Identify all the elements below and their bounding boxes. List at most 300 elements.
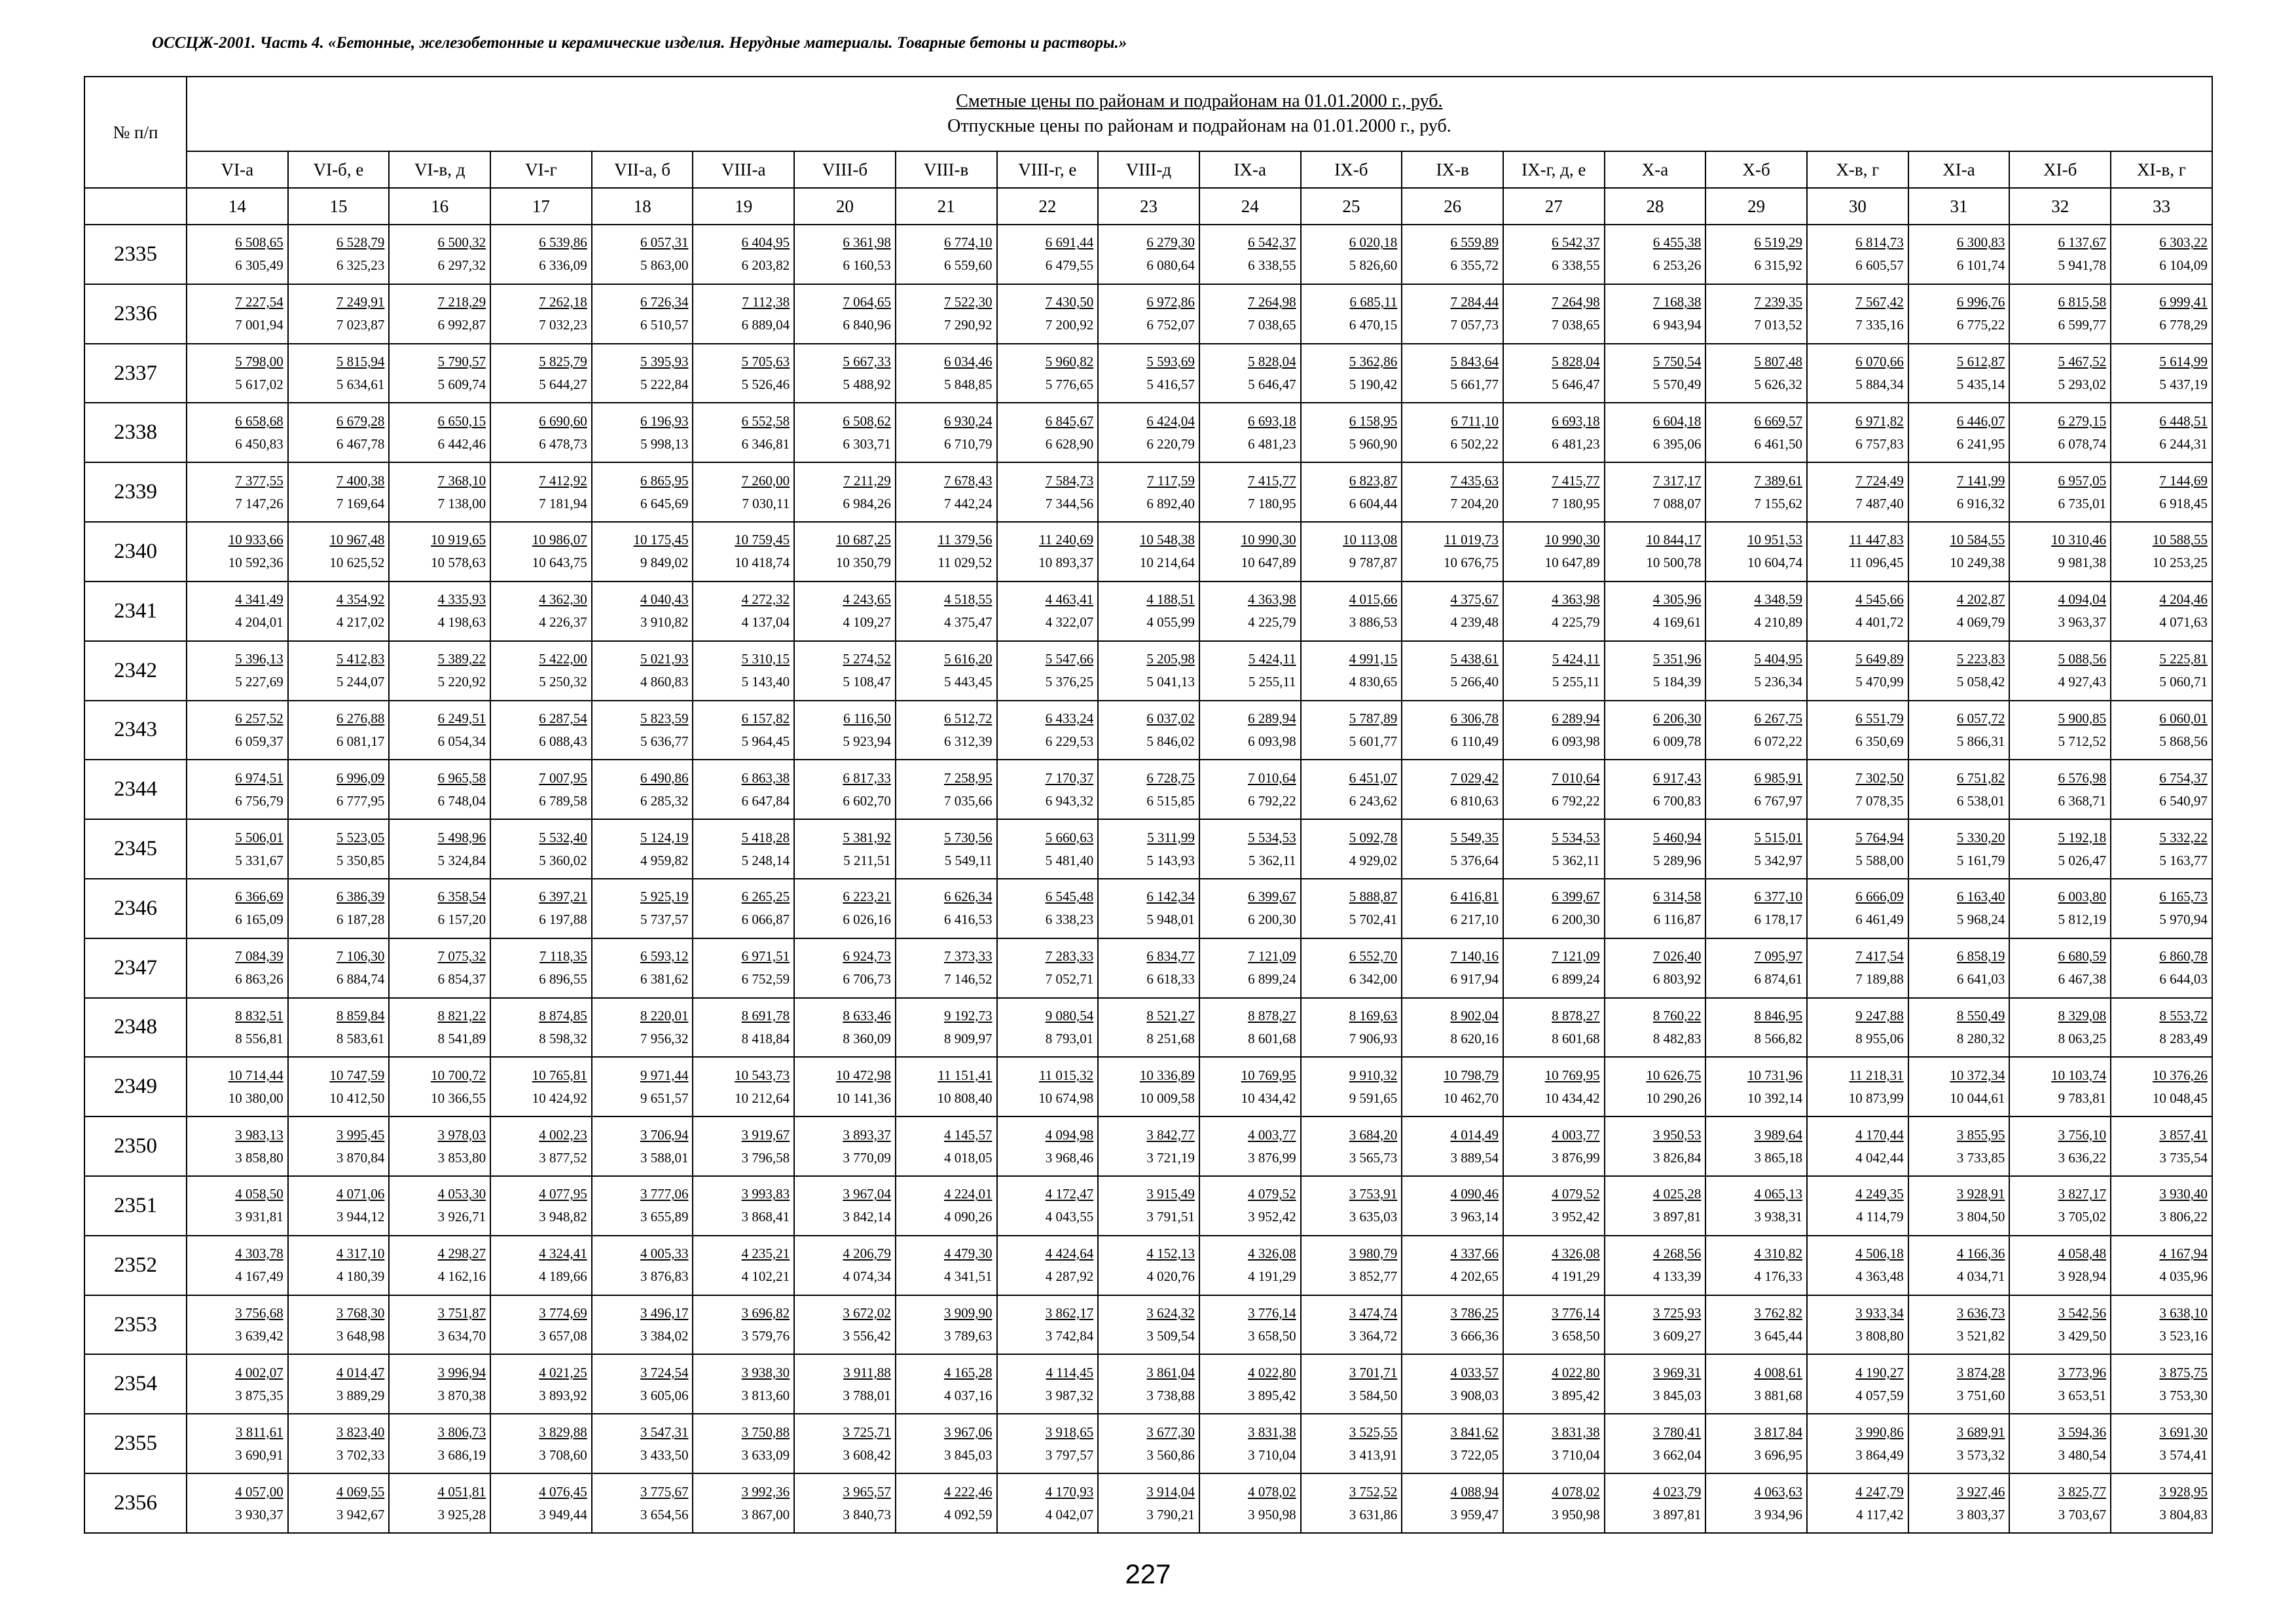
- release-price: 3 876,83: [640, 1268, 689, 1285]
- estimate-price: 7 412,92: [539, 472, 587, 489]
- estimate-price: 3 993,83: [741, 1186, 790, 1202]
- estimate-price: 6 249,51: [437, 710, 486, 726]
- estimate-price: 8 521,27: [1146, 1007, 1195, 1024]
- estimate-price: 6 165,73: [2159, 889, 2208, 905]
- price-cell: [288, 1176, 390, 1236]
- price-cell: [1605, 284, 1706, 344]
- price-cell: [1807, 1116, 1908, 1176]
- price-cell: [1301, 403, 1402, 462]
- price-cell: [1301, 819, 1402, 879]
- price-cell: [896, 344, 997, 403]
- table-row: [84, 403, 2212, 462]
- release-price: 8 598,32: [539, 1030, 587, 1046]
- estimate-price: 5 424,11: [1248, 651, 1296, 667]
- table-row: [84, 1116, 2212, 1176]
- release-price: 7 204,20: [1450, 495, 1499, 511]
- price-cell: [2009, 1473, 2111, 1533]
- estimate-price: 4 058,48: [2058, 1246, 2107, 1262]
- release-price: 3 654,56: [640, 1506, 689, 1522]
- estimate-price: 3 875,75: [2159, 1364, 2208, 1380]
- table-row: [84, 522, 2212, 581]
- estimate-price: 7 029,42: [1450, 769, 1499, 786]
- release-price: 3 657,08: [539, 1328, 587, 1344]
- price-cell: [1807, 284, 1908, 344]
- release-price: 6 863,26: [235, 971, 283, 987]
- estimate-price: 4 053,30: [437, 1186, 486, 1202]
- release-price: 10 674,98: [1038, 1090, 1094, 1106]
- price-cell: [1908, 403, 2010, 462]
- price-cell: [187, 641, 288, 701]
- estimate-price: 3 624,32: [1146, 1305, 1195, 1321]
- release-price: 10 290,26: [1646, 1090, 1702, 1106]
- estimate-price: 10 376,26: [2152, 1067, 2208, 1083]
- release-price: 8 601,68: [1552, 1030, 1600, 1046]
- column-number: 33: [2111, 188, 2212, 225]
- estimate-price: 3 542,56: [2058, 1305, 2107, 1321]
- release-price: 8 620,16: [1450, 1030, 1499, 1046]
- price-cell: [1301, 1116, 1402, 1176]
- estimate-price: 10 990,30: [1544, 532, 1600, 548]
- estimate-price: 4 303,78: [235, 1246, 283, 1262]
- price-cell: [2111, 522, 2212, 581]
- price-cell: [1098, 938, 1199, 998]
- estimate-price: 7 678,43: [944, 472, 993, 489]
- price-cell: [794, 1236, 896, 1295]
- release-price: 3 480,54: [2058, 1447, 2107, 1463]
- estimate-price: 3 547,31: [640, 1424, 689, 1440]
- estimate-price: 4 326,08: [1552, 1246, 1600, 1262]
- estimate-price: 8 329,08: [2058, 1007, 2107, 1024]
- price-cell: [1199, 1414, 1301, 1473]
- estimate-price: 4 222,46: [944, 1483, 993, 1500]
- price-cell: [1705, 701, 1807, 760]
- release-price: 7 180,95: [1552, 495, 1600, 511]
- price-cell: [1402, 938, 1503, 998]
- estimate-price: 6 679,28: [336, 413, 385, 429]
- price-cell: [2009, 522, 2111, 581]
- release-price: 3 853,80: [437, 1149, 486, 1166]
- column-number: 27: [1503, 188, 1605, 225]
- price-cell: [2111, 701, 2212, 760]
- price-cell: [1705, 581, 1807, 641]
- price-cell: [1199, 581, 1301, 641]
- release-price: 7 290,92: [944, 317, 993, 333]
- price-cell: [1605, 819, 1706, 879]
- price-cell: [1199, 819, 1301, 879]
- estimate-price: 6 287,54: [539, 710, 587, 726]
- estimate-price: 5 612,87: [1956, 354, 2005, 370]
- release-price: 3 413,91: [1349, 1447, 1398, 1463]
- estimate-price: 7 430,50: [1045, 294, 1094, 310]
- release-price: 3 950,98: [1248, 1506, 1296, 1522]
- price-cell: [490, 1473, 592, 1533]
- price-cell: [794, 938, 896, 998]
- price-cell: [997, 403, 1099, 462]
- release-price: 3 895,42: [1248, 1387, 1296, 1403]
- release-price: 3 560,86: [1146, 1447, 1195, 1463]
- column-number: 18: [592, 188, 693, 225]
- price-cell: [592, 701, 693, 760]
- release-price: 4 375,47: [944, 614, 993, 631]
- release-price: 10 462,70: [1443, 1090, 1499, 1106]
- estimate-price: 5 787,89: [1349, 710, 1398, 726]
- estimate-price: 3 933,34: [1855, 1305, 1904, 1321]
- price-cell: [1199, 1295, 1301, 1355]
- release-price: 6 767,97: [1754, 792, 1802, 809]
- release-price: 5 941,78: [2058, 257, 2107, 274]
- release-price: 3 895,42: [1552, 1387, 1600, 1403]
- release-price: 7 023,87: [336, 317, 385, 333]
- column-number-row: [84, 188, 2212, 225]
- estimate-price: 3 786,25: [1450, 1305, 1499, 1321]
- estimate-price: 3 842,77: [1146, 1126, 1195, 1143]
- release-price: 5 998,13: [640, 435, 689, 452]
- release-price: 6 093,98: [1248, 733, 1296, 749]
- release-price: 5 923,94: [843, 733, 891, 749]
- estimate-price: 5 223,83: [1956, 651, 2005, 667]
- price-cell: [187, 1354, 288, 1414]
- estimate-price: 6 542,37: [1552, 234, 1600, 251]
- release-price: 5 712,52: [2058, 733, 2107, 749]
- price-cell: [1402, 1473, 1503, 1533]
- estimate-price: 10 933,66: [228, 532, 283, 548]
- release-price: 4 037,16: [944, 1387, 993, 1403]
- release-price: 6 538,01: [1956, 792, 2005, 809]
- table-row: [84, 819, 2212, 879]
- release-price: 4 191,29: [1552, 1268, 1600, 1285]
- release-price: 3 925,28: [437, 1506, 486, 1522]
- release-price: 3 870,84: [336, 1149, 385, 1166]
- estimate-price: 3 696,82: [741, 1305, 790, 1321]
- column-number-blank: [84, 188, 187, 225]
- estimate-price: 6 223,21: [843, 889, 891, 905]
- estimate-price: 6 257,52: [235, 710, 283, 726]
- price-cell: [1503, 581, 1605, 641]
- release-price: 7 032,23: [539, 317, 587, 333]
- estimate-price: 6 528,79: [336, 234, 385, 251]
- price-cell: [1908, 462, 2010, 522]
- price-cell: [1605, 1295, 1706, 1355]
- release-price: 10 625,52: [329, 555, 385, 571]
- release-price: 3 523,16: [2159, 1328, 2208, 1344]
- price-cell: [1301, 760, 1402, 819]
- estimate-price: 5 225,81: [2159, 651, 2208, 667]
- price-cell: [1199, 1473, 1301, 1533]
- estimate-price: 3 831,38: [1552, 1424, 1600, 1440]
- release-price: 3 579,76: [741, 1328, 790, 1344]
- estimate-price: 6 751,82: [1956, 769, 2005, 786]
- price-cell: [1705, 1354, 1807, 1414]
- estimate-price: 4 190,27: [1855, 1364, 1904, 1380]
- estimate-price: 3 857,41: [2159, 1126, 2208, 1143]
- estimate-price: 3 825,77: [2058, 1483, 2107, 1500]
- estimate-price: 6 845,67: [1045, 413, 1094, 429]
- price-cell: [187, 938, 288, 998]
- price-cell: [187, 760, 288, 819]
- release-price: 5 868,56: [2159, 733, 2208, 749]
- release-price: 6 700,83: [1652, 792, 1702, 809]
- price-cell: [1098, 284, 1199, 344]
- release-price: 6 088,43: [539, 733, 587, 749]
- release-price: 6 884,74: [336, 971, 385, 987]
- release-price: 5 342,97: [1754, 852, 1802, 868]
- release-price: 7 147,26: [235, 495, 283, 511]
- price-cell: [1807, 581, 1908, 641]
- release-price: 3 867,00: [741, 1506, 790, 1522]
- price-cell: [1199, 879, 1301, 938]
- estimate-price: 4 025,28: [1652, 1186, 1702, 1202]
- price-cell: [1199, 1176, 1301, 1236]
- release-price: 6 752,07: [1146, 317, 1195, 333]
- estimate-price: 4 337,66: [1450, 1246, 1499, 1262]
- estimate-price: 10 844,17: [1646, 532, 1702, 548]
- estimate-price: 6 814,73: [1855, 234, 1904, 251]
- table-row: [84, 760, 2212, 819]
- release-price: 7 335,16: [1855, 317, 1904, 333]
- column-number: 17: [490, 188, 592, 225]
- release-price: 4 830,65: [1349, 674, 1398, 690]
- estimate-price: 4 078,02: [1552, 1483, 1600, 1500]
- estimate-price: 4 362,30: [539, 591, 587, 608]
- price-cell: [389, 344, 490, 403]
- price-cell: [2009, 1295, 2111, 1355]
- price-cell: [288, 760, 390, 819]
- estimate-price: 4 235,21: [741, 1246, 790, 1262]
- price-cell: [1402, 819, 1503, 879]
- release-price: 6 641,03: [1956, 971, 2005, 987]
- release-price: 4 180,39: [336, 1268, 385, 1285]
- release-price: 3 574,41: [2159, 1447, 2208, 1463]
- price-cell: [693, 1236, 794, 1295]
- release-price: 6 368,71: [2058, 792, 2107, 809]
- release-price: 5 244,07: [336, 674, 385, 690]
- estimate-price: 8 691,78: [741, 1007, 790, 1024]
- price-cell: [1807, 819, 1908, 879]
- page-number: 227: [1125, 1559, 1171, 1589]
- estimate-price: 3 927,46: [1956, 1483, 2005, 1500]
- release-price: 3 968,46: [1045, 1149, 1094, 1166]
- release-price: 6 217,10: [1450, 912, 1499, 928]
- region-header: XI-б: [2009, 151, 2111, 188]
- price-cell: [693, 1116, 794, 1176]
- price-cell: [389, 938, 490, 998]
- estimate-price: 4 348,59: [1754, 591, 1802, 608]
- price-cell: [794, 1354, 896, 1414]
- release-price: 5 646,47: [1248, 377, 1296, 393]
- release-price: 6 735,01: [2058, 495, 2107, 511]
- price-cell: [794, 1116, 896, 1176]
- price-cell: [2009, 1057, 2111, 1116]
- price-cell: [997, 1057, 1099, 1116]
- row-number: 2353: [84, 1295, 187, 1355]
- price-cell: [288, 1057, 390, 1116]
- release-price: 3 950,98: [1552, 1506, 1600, 1522]
- price-cell: [389, 1354, 490, 1414]
- price-cell: [693, 1414, 794, 1473]
- price-cell: [1301, 1057, 1402, 1116]
- release-price: 6 305,49: [235, 257, 283, 274]
- price-cell: [1503, 522, 1605, 581]
- price-cell: [2111, 1414, 2212, 1473]
- price-cell: [997, 879, 1099, 938]
- price-cell: [1402, 1414, 1503, 1473]
- release-price: 6 918,45: [2159, 495, 2208, 511]
- price-cell: [1807, 1236, 1908, 1295]
- release-price: 7 030,11: [742, 495, 790, 511]
- estimate-price: 3 861,04: [1146, 1364, 1195, 1380]
- release-price: 7 200,92: [1045, 317, 1094, 333]
- price-cell: [794, 344, 896, 403]
- estimate-price: 4 076,45: [539, 1483, 587, 1500]
- estimate-price: 10 113,08: [1343, 532, 1398, 548]
- release-price: 5 376,25: [1045, 674, 1094, 690]
- table-row: [84, 344, 2212, 403]
- release-price: 5 266,40: [1450, 674, 1499, 690]
- release-price: 4 191,29: [1248, 1268, 1296, 1285]
- release-price: 5 848,85: [944, 377, 993, 393]
- price-cell: [1807, 403, 1908, 462]
- estimate-price: 3 827,17: [2058, 1186, 2107, 1202]
- price-cell: [187, 1414, 288, 1473]
- column-number: 22: [997, 188, 1099, 225]
- price-cell: [592, 879, 693, 938]
- region-header: IX-а: [1199, 151, 1301, 188]
- estimate-price: 3 995,45: [336, 1126, 385, 1143]
- price-cell: [1503, 1414, 1605, 1473]
- release-price: 3 963,14: [1450, 1209, 1499, 1225]
- estimate-price: 5 311,99: [1147, 829, 1195, 845]
- estimate-price: 8 550,49: [1956, 1007, 2005, 1024]
- estimate-price: 3 829,88: [539, 1424, 587, 1440]
- price-cell: [2111, 1354, 2212, 1414]
- price-cell: [389, 701, 490, 760]
- column-number: 23: [1098, 188, 1199, 225]
- price-cell: [592, 1473, 693, 1533]
- price-cell: [2111, 1295, 2212, 1355]
- price-cell: [896, 403, 997, 462]
- estimate-price: 8 169,63: [1349, 1007, 1398, 1024]
- price-cell: [1705, 879, 1807, 938]
- price-cell: [693, 284, 794, 344]
- estimate-price: 4 008,61: [1754, 1364, 1802, 1380]
- price-cell: [1705, 462, 1807, 522]
- table-row: [84, 1057, 2212, 1116]
- estimate-price: 11 019,73: [1444, 532, 1499, 548]
- release-price: 3 364,72: [1349, 1328, 1398, 1344]
- price-cell: [1402, 879, 1503, 938]
- price-cell: [1705, 1236, 1807, 1295]
- estimate-price: 7 121,09: [1248, 948, 1296, 965]
- price-cell: [997, 1116, 1099, 1176]
- price-cell: [1199, 938, 1301, 998]
- price-cell: [187, 1176, 288, 1236]
- estimate-price: 4 326,08: [1248, 1246, 1296, 1262]
- estimate-price: 6 626,34: [944, 889, 993, 905]
- region-header: X-б: [1705, 151, 1807, 188]
- release-price: 3 639,42: [235, 1328, 283, 1344]
- price-cell: [896, 581, 997, 641]
- estimate-price: 8 902,04: [1450, 1007, 1499, 1024]
- release-price: 3 897,81: [1652, 1506, 1702, 1522]
- estimate-price: 4 090,46: [1450, 1186, 1499, 1202]
- release-price: 6 628,90: [1045, 435, 1094, 452]
- estimate-price: 10 919,65: [431, 532, 486, 548]
- price-cell: [592, 462, 693, 522]
- estimate-price: 3 915,49: [1146, 1186, 1195, 1202]
- price-cell: [794, 1057, 896, 1116]
- price-cell: [2009, 760, 2111, 819]
- release-price: 3 751,60: [1956, 1387, 2005, 1403]
- price-cell: [1402, 462, 1503, 522]
- estimate-price: 10 310,46: [2051, 532, 2107, 548]
- release-price: 4 363,48: [1855, 1268, 1904, 1285]
- release-price: 7 344,56: [1045, 495, 1094, 511]
- estimate-price: 3 594,36: [2058, 1424, 2107, 1440]
- release-price: 7 038,65: [1552, 317, 1600, 333]
- price-cell: [997, 938, 1099, 998]
- release-price: 10 350,79: [835, 555, 891, 571]
- price-cell: [490, 225, 592, 284]
- price-cell: [288, 998, 390, 1058]
- release-price: 6 618,33: [1146, 971, 1195, 987]
- price-cell: [490, 641, 592, 701]
- estimate-price: 6 366,69: [235, 889, 283, 905]
- estimate-price: 4 022,80: [1248, 1364, 1296, 1380]
- column-number: 14: [187, 188, 288, 225]
- release-price: 6 197,88: [539, 912, 587, 928]
- estimate-price: 6 267,75: [1754, 710, 1802, 726]
- price-cell: [794, 641, 896, 701]
- price-cell: [1301, 462, 1402, 522]
- estimate-price: 4 479,30: [944, 1246, 993, 1262]
- price-cell: [997, 1414, 1099, 1473]
- price-cell: [1705, 1057, 1807, 1116]
- estimate-price: 3 911,88: [843, 1364, 891, 1380]
- price-cell: [187, 344, 288, 403]
- release-price: 6 160,53: [843, 257, 891, 274]
- price-cell: [592, 403, 693, 462]
- estimate-price: 5 498,96: [437, 829, 486, 845]
- price-cell: [2009, 1354, 2111, 1414]
- price-cell: [592, 1176, 693, 1236]
- price-cell: [896, 701, 997, 760]
- price-cell: [2111, 760, 2212, 819]
- release-price: 6 481,23: [1248, 435, 1296, 452]
- estimate-price: 4 202,87: [1956, 591, 2005, 608]
- price-cell: [1807, 522, 1908, 581]
- estimate-price: 6 361,98: [843, 234, 891, 251]
- price-cell: [2009, 641, 2111, 701]
- release-price: 4 117,42: [1855, 1506, 1904, 1522]
- region-header: IX-г, д, е: [1503, 151, 1605, 188]
- release-price: 6 315,92: [1754, 257, 1802, 274]
- region-header: VI-в, д: [389, 151, 490, 188]
- estimate-price: 4 069,55: [336, 1483, 385, 1500]
- estimate-price: 6 158,95: [1349, 413, 1398, 429]
- release-price: 10 676,75: [1443, 555, 1499, 571]
- estimate-price: 5 192,18: [2058, 829, 2107, 845]
- estimate-price: 6 576,98: [2058, 769, 2107, 786]
- price-cell: [1908, 879, 2010, 938]
- release-price: 3 806,22: [2159, 1209, 2208, 1225]
- row-number: 2356: [84, 1473, 187, 1533]
- price-cell: [1605, 641, 1706, 701]
- region-header: VIII-в: [896, 151, 997, 188]
- price-cell: [1301, 1295, 1402, 1355]
- price-cell: [1199, 522, 1301, 581]
- release-price: 6 889,04: [741, 317, 790, 333]
- estimate-price: 4 145,57: [944, 1126, 993, 1143]
